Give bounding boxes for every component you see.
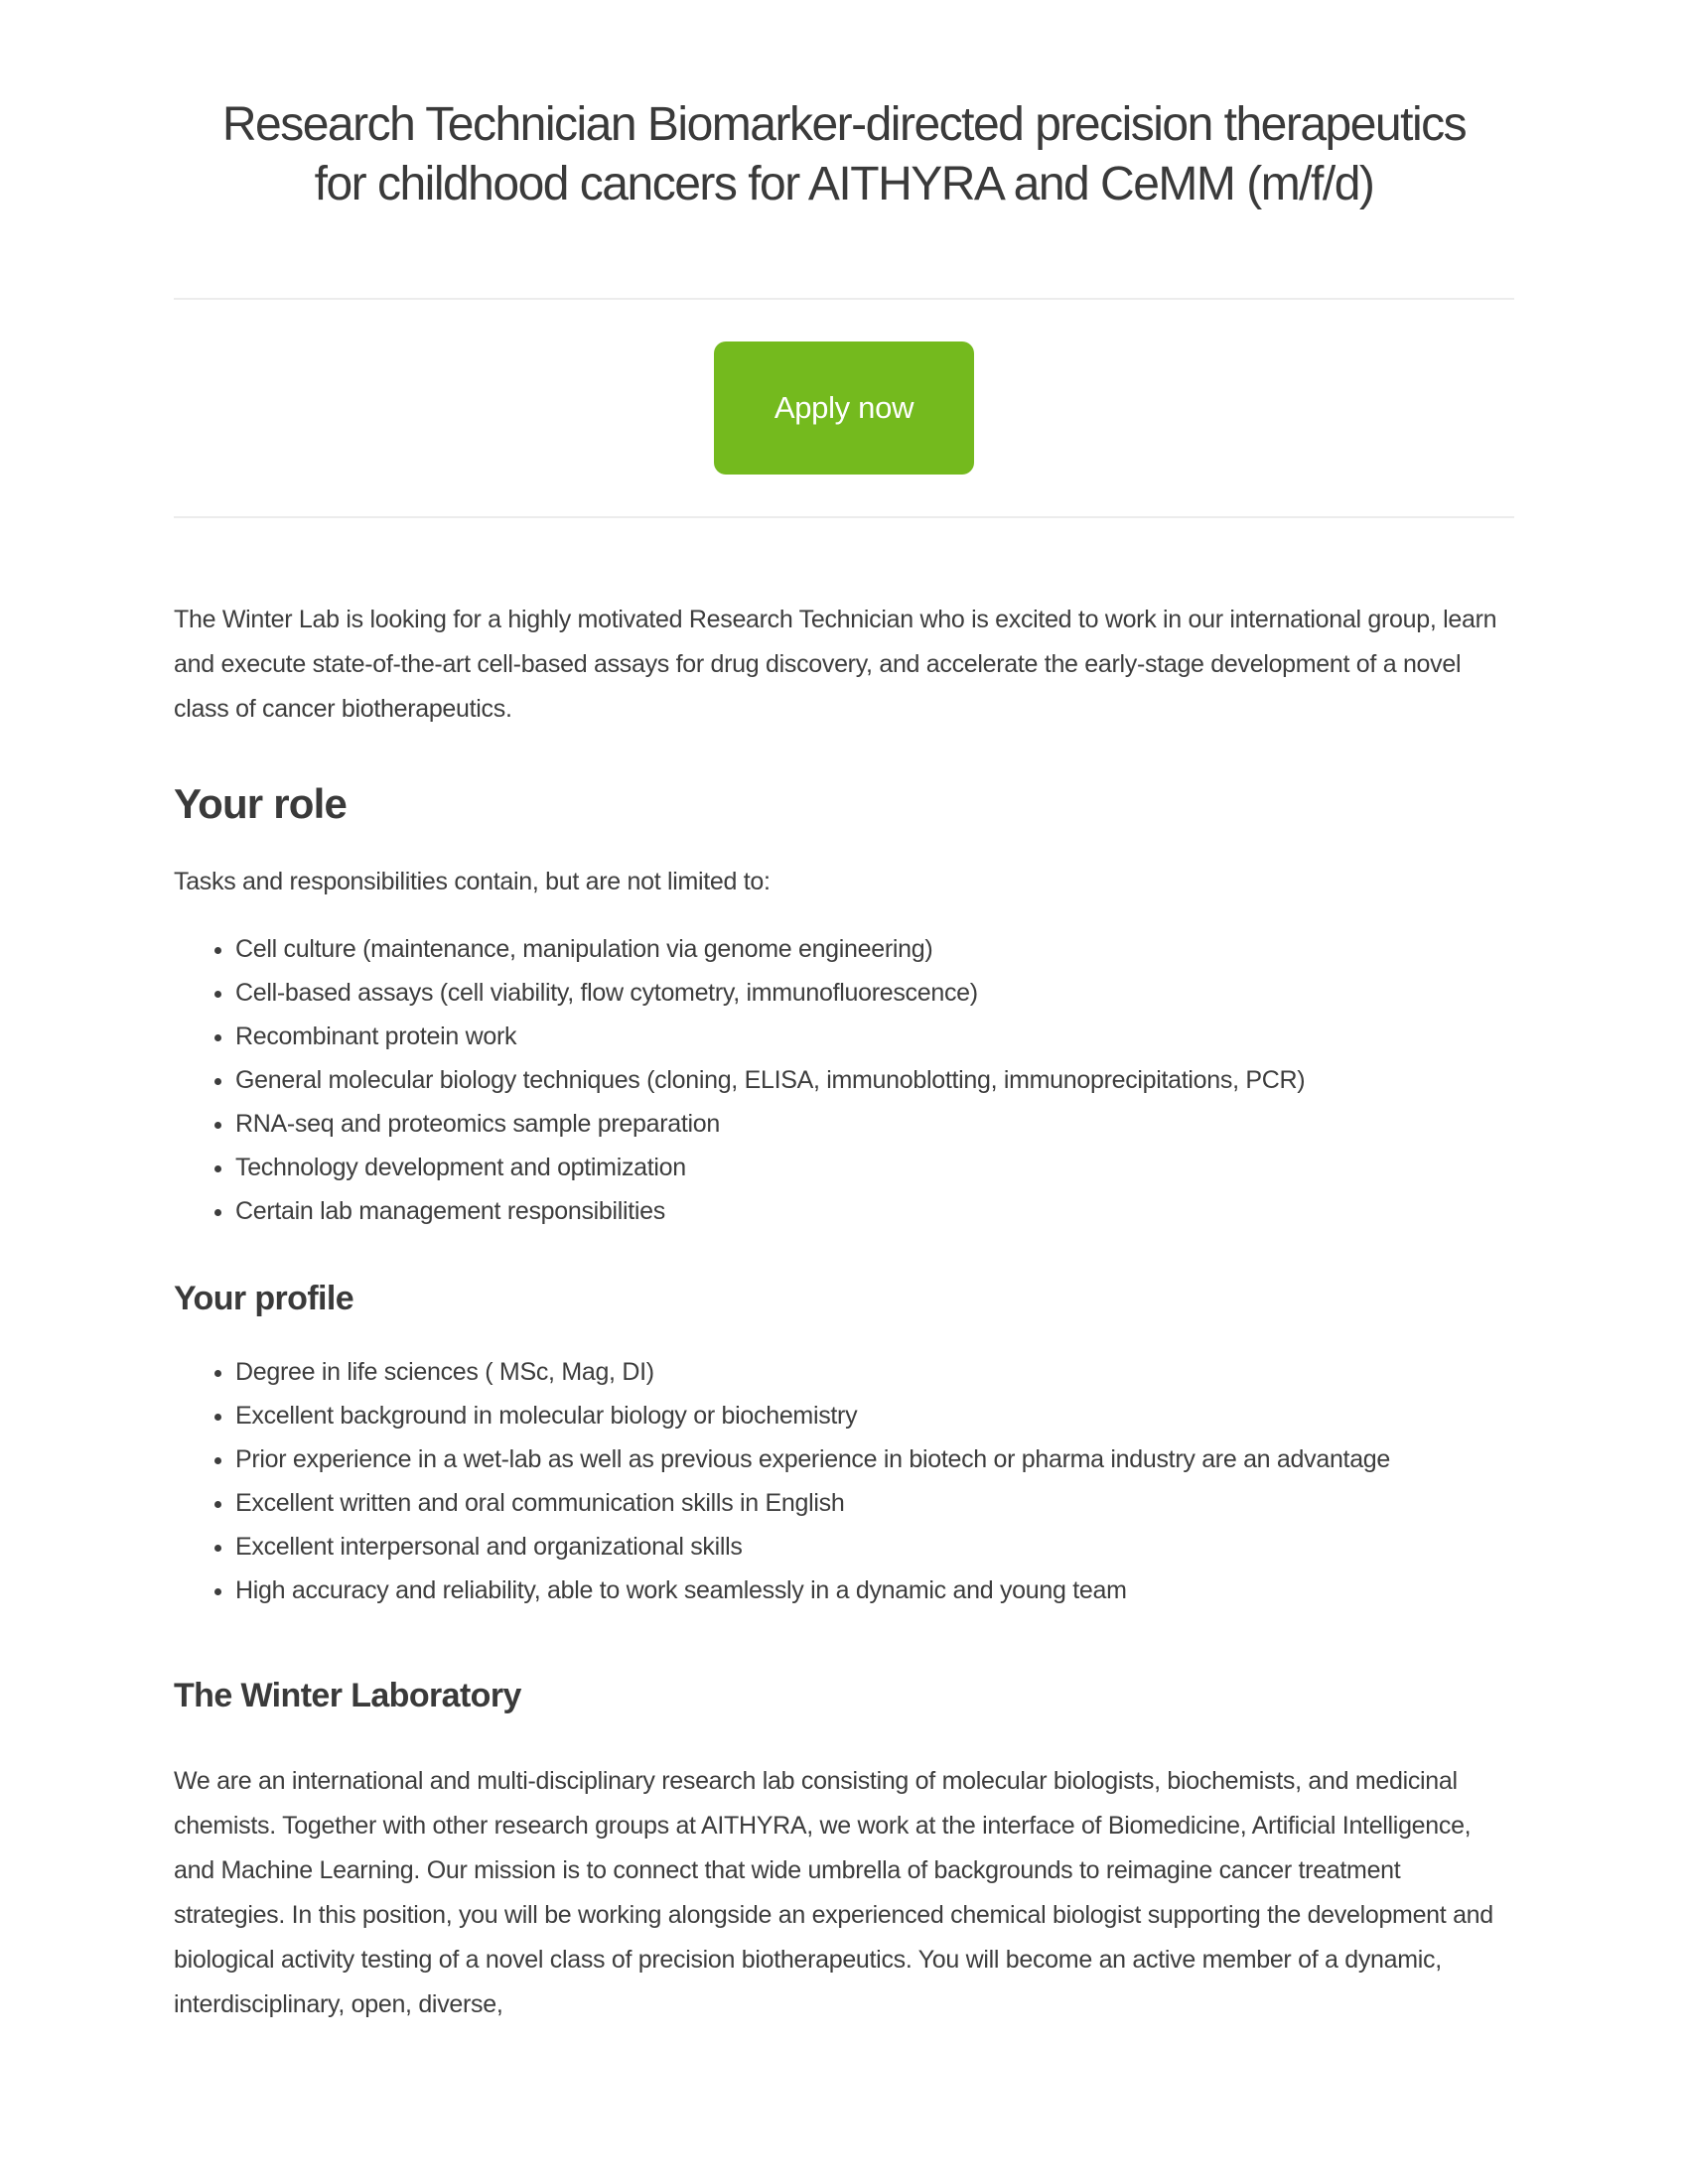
your-role-lead: Tasks and responsibilities contain, but are not limited to: <box>174 868 771 895</box>
list-item: • General molecular biology techniques (cloning, ELISA, immunoblotting, immunoprecipitations, PCR) <box>235 1058 1514 1102</box>
list-item: • Excellent written and oral communication skills in English <box>235 1481 1447 1525</box>
divider-below-button <box>174 516 1514 518</box>
apply-button-row <box>174 341 1514 475</box>
list-item: • RNA-seq and proteomics sample preparation <box>235 1102 1514 1146</box>
winter-laboratory-paragraph: We are an international and multi-disciplinary research lab consisting of molecular biologists, biochemists, and medicinal chemists. Together with other research groups at AITHYRA, we work at the interface of Biomedicine, Artificial Intelligence, and Machine Learning. Our mission is to connect that wide umbrella of backgrounds to reimagine cancer treatment strategies. In this position, you will be working alongside an experienced chemical biologist supporting the development and biological activity testing of a novel class of precision biotherapeutics. You will become an active member of a dynamic, interdisciplinary, open, diverse, <box>174 1767 1493 2018</box>
list-item: • Cell-based assays (cell viability, flow cytometry, immunofluorescence) <box>235 971 1514 1015</box>
list-item: • Prior experience in a wet-lab as well as previous experience in biotech or pharma industry are an advantage <box>235 1437 1447 1481</box>
divider-top <box>174 298 1514 300</box>
your-profile-heading: Your profile <box>174 1280 354 1317</box>
list-item: • Cell culture (maintenance, manipulation via genome engineering) <box>235 927 1514 971</box>
winter-laboratory-heading: The Winter Laboratory <box>174 1677 521 1714</box>
list-item: • Degree in life sciences ( MSc, Mag, DI) <box>235 1350 1447 1394</box>
list-item: • Certain lab management responsibilities <box>235 1189 1514 1233</box>
page-title-line-2: for childhood cancers for AITHYRA and CeMM (m/f/d) <box>314 158 1374 210</box>
intro-paragraph: The Winter Lab is looking for a highly motivated Research Technician who is excited to work in our international group, learn and execute state-of-the-art cell-based assays for drug discovery, and accelerate the early-stage development of a novel class of cancer biotherapeutics. <box>174 606 1497 723</box>
your-profile-list <box>174 1350 1514 1612</box>
list-item: • Excellent interpersonal and organizational skills <box>235 1525 1447 1569</box>
list-item: • High accuracy and reliability, able to work seamlessly in a dynamic and young team <box>235 1569 1447 1612</box>
list-item: • Technology development and optimization <box>235 1146 1514 1189</box>
list-item: • Recombinant protein work <box>235 1015 1514 1058</box>
page-title-line-1: Research Technician Biomarker-directed precision therapeutics <box>221 98 1467 151</box>
your-role-heading: Your role <box>174 780 348 827</box>
your-role-list <box>174 927 1514 1233</box>
apply-now-button[interactable]: Apply now <box>714 341 974 475</box>
list-item: • Excellent background in molecular biology or biochemistry <box>235 1394 1447 1437</box>
page-title <box>174 95 1514 214</box>
